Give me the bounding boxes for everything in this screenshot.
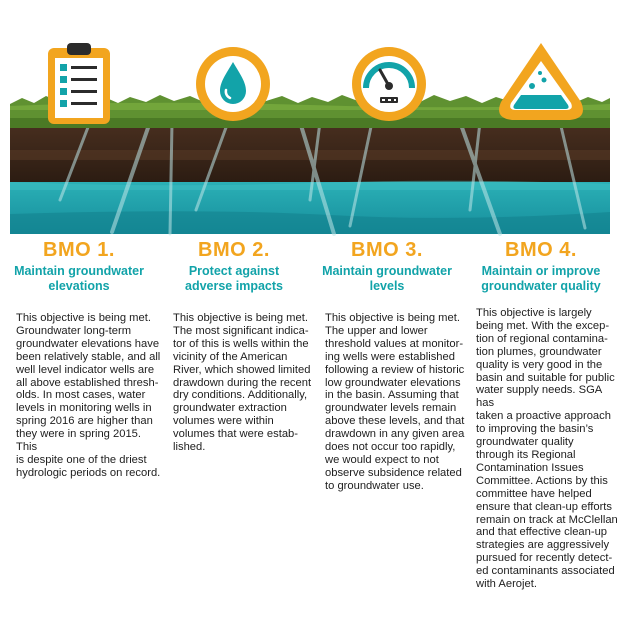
bmo-2-title: BMO 2. [198, 239, 270, 261]
bmo-3-title: BMO 3. [351, 239, 423, 261]
bmo-4-subtitle: Maintain or improve groundwater quality [481, 264, 601, 293]
bmo-3-description: This objective is being met. The upper and lower threshold values at monitor- ing wells were established following a review of historic low groundwater elevations in the basin. Assuming that groundwater levels remain above these levels, and that drawdown in any given area does not occur too rapidly, we would expect to not observe subsidence related to groundwater use. [325, 312, 465, 492]
bmo-2-subtitle: Protect against adverse impacts [185, 264, 283, 293]
bmo-1-description: This objective is being met. Groundwater long-term groundwater elevations have been relatively stable, and all well level indicator wells are all above established thresh- olds. In most cases, water levels in monitoring wells in spring 2016 are higher than they were in spring 2015. This is despite one of the driest hydrologic periods on record. [16, 312, 161, 479]
bmo-2-description: This objective is being met. The most significant indica- tor of this is wells within the vicinity of the American River, which showed limited drawdown during the recent dry conditions. Additionally, groundwater extraction volumes were within volumes that were estab- lished. [173, 312, 312, 454]
bmo-4-title: BMO 4. [505, 239, 577, 261]
bmo-2-column [158, 238, 310, 294]
gauge-icon [352, 47, 426, 121]
clipboard-checklist-icon [48, 43, 110, 124]
bmo-3-subtitle: Maintain groundwater levels [322, 264, 452, 293]
bmo-1-subtitle: Maintain groundwater elevations [14, 264, 144, 293]
bmo-4-description: This objective is largely being met. With the excep- tion of regional contamina- tion plumes, groundwater quality is very good in the basin and suitable for public water supply needs. SGA has taken a proactive approach to improving the basin’s groundwater quality through its Regional Contamination Issues Committee. Actions by this committee have helped ensure that clean-up efforts remain on track at McClellan and that effective clean-up strategies are aggressively pursued for recently detect- ed contaminants associated with Aerojet. [476, 307, 618, 591]
water-drop-icon [196, 47, 270, 121]
ground-cross-section-banner [0, 0, 620, 240]
bmo-3-column [310, 238, 464, 294]
flask-icon [499, 43, 583, 120]
bmo-4-column [462, 238, 620, 294]
bmo-1-title: BMO 1. [43, 239, 115, 261]
bmo-1-column [0, 238, 158, 294]
